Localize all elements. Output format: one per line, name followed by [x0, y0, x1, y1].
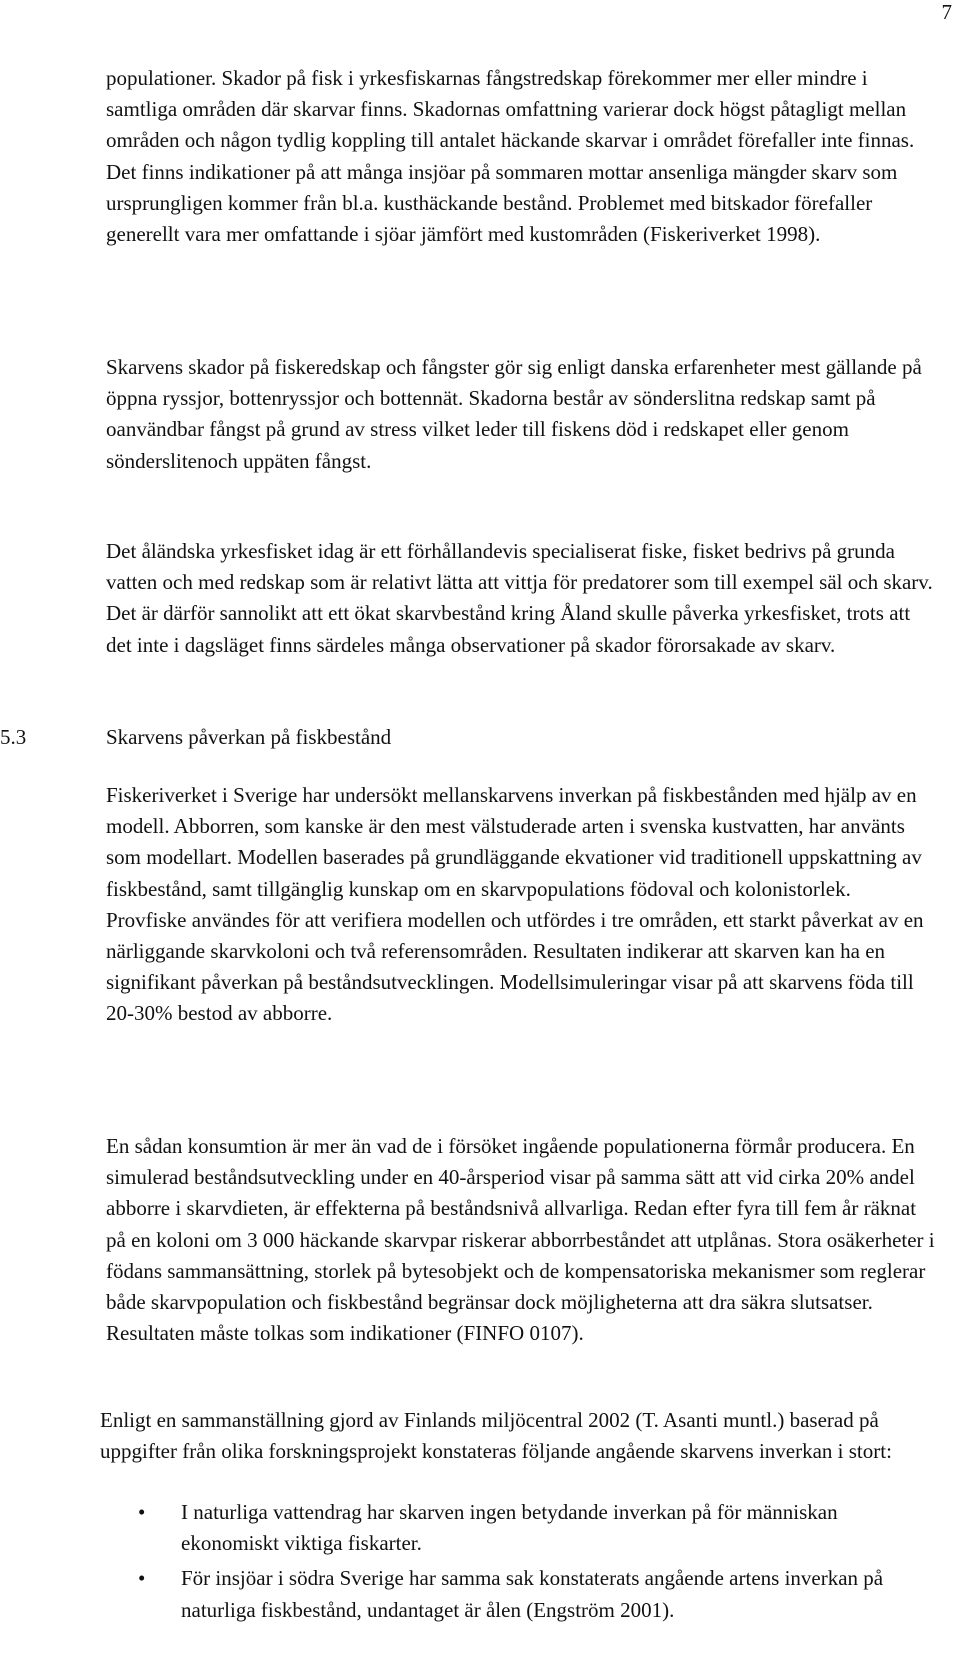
list-item	[100, 1497, 936, 1559]
page-number: 7	[941, 0, 952, 24]
paragraph-konsumtion: En sådan konsumtion är mer än vad de i försöket ingående populationerna förmår producera. En simulerad beståndsutveckling under en 40-årsperiod visar på samma sätt att vid cirka 20% andel abborre i skarvdieten, är effekterna på beståndsnivå allvarliga. Redan efter fyra till fem år räknat på en koloni om 3 000 häckande skarvpar riskerar abborrbeståndet att utplånas. Stora osäkerheter i födans sammansättning, storlek på bytesobjekt och de kompensatoriska mekanismer som reglerar både skarvpopulation och fiskbestånd begränsar dock möjligheterna att dra säkra slutsatser. Resultaten måste tolkas som indikationer (FINFO 0107).	[106, 1134, 935, 1346]
list-item-text: För insjöar i södra Sverige har samma sak konstaterats angående artens inverkan på naturliga fiskbestånd, undantaget är ålen (Engström 2001).	[181, 1566, 884, 1622]
section-title: Skarvens påverkan på fiskbestånd	[106, 725, 392, 749]
bullet-icon: •	[138, 1566, 146, 1591]
paragraph-fiskeriverket-modell: Fiskeriverket i Sverige har undersökt mellanskarvens inverkan på fiskbestånden med hjälp av en modell. Abborren, som kanske är den mest välstuderade arten i svenska kustvatten, har använts som modellart. Modellen baserades på grundläggande ekvationer vid traditionell uppskattning av fiskbestånd, samt tillgänglig kunskap om en skarvpopulations födoval och kolonistorlek. Provfiske användes för att verifiera modellen och utfördes i tre områden, ett starkt påverkat av en närliggande skarvkoloni och två referensområden. Resultaten indikerar att skarven kan ha en signifikant påverkan på beståndsutvecklingen. Modellsimuleringar visar på att skarvens föda till 20-30% bestod av abborre.	[106, 783, 924, 1026]
paragraph-finlands-miljocentral: Enligt en sammanställning gjord av Finlands miljöcentral 2002 (T. Asanti muntl.) baserad på uppgifter från olika forskningsprojekt konstateras följande angående skarvens inverkan i stort:	[100, 1408, 892, 1464]
paragraph-populationer: populationer. Skador på fisk i yrkesfiskarnas fångstredskap förekommer mer eller mindre i samtliga områden där skarvar finns. Skadornas omfattning varierar dock högst påtagligt mellan områden och någon tydlig koppling till antalet häckande skarvar i området förefaller inte finnas. Det finns indikationer på att många insjöar på sommaren mottar ansenliga mängder skarv som ursprungligen kommer från bl.a. kusthäckande bestånd. Problemet med bitskador förefaller generellt vara mer omfattande i sjöar jämfört med kustområden (Fiskeriverket 1998).	[106, 66, 915, 247]
paragraph-aland-yrkesfiske: Det åländska yrkesfisket idag är ett förhållandevis specialiserat fiske, fisket bedrivs på grunda vatten och med redskap som är relativt lätta att vittja för predatorer som till exempel säl och skarv. Det är därför sannolikt att ett ökat skarvbestånd kring Åland skulle påverka yrkesfisket, trots att det inte i dagsläget finns särdeles många observationer på skador förorsakade av skarv.	[106, 539, 933, 657]
bullet-icon: •	[138, 1500, 146, 1524]
list-item-text: I naturliga vattendrag har skarven ingen betydande inverkan på för människan ekonomiskt viktiga fiskarter.	[181, 1500, 838, 1556]
list-item	[100, 1563, 936, 1625]
section-number: 5.3	[0, 725, 27, 749]
paragraph-skarvens-skador: Skarvens skador på fiskeredskap och fångster gör sig enligt danska erfarenheter mest gällande på öppna ryssjor, bottenryssjor och bottennät. Skadorna består av sönderslitna redskap samt på oanvändbar fångst på grund av stress vilket leder till fiskens död i redskapet eller genom sönderslitenoch uppäten fångst.	[106, 355, 922, 473]
bullet-list	[100, 1497, 936, 1626]
